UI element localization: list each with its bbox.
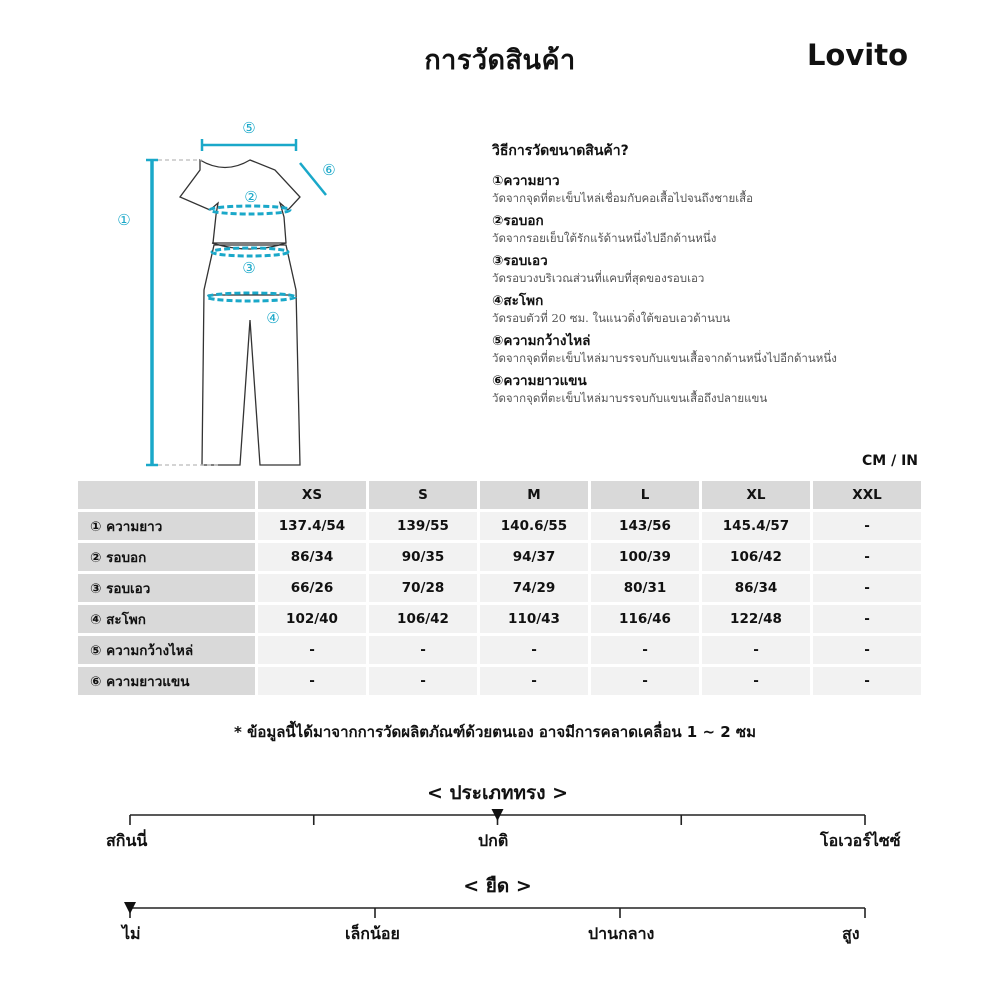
table-row — [78, 605, 921, 633]
guide-item-desc: วัดรอบตัวที่ 20 ซม. ในแนวดิ่งใต้ขอบเอวด้านบน — [492, 311, 731, 325]
size-header: M — [480, 481, 588, 509]
table-cell: 143/56 — [591, 512, 699, 540]
guide-item-desc: วัดจากจุดที่ตะเข็บไหล่มาบรรจบกับแขนเสื้อจากด้านหนึ่งไปอีกด้านหนึ่ง — [492, 351, 837, 365]
guide-item — [492, 292, 952, 326]
stretch-label-high: สูง — [842, 924, 860, 943]
table-cell: - — [702, 667, 810, 695]
marker-waist: ③ — [242, 259, 256, 277]
table-row — [78, 512, 921, 540]
table-cell: - — [702, 636, 810, 664]
table-cell: - — [480, 667, 588, 695]
table-cell: 140.6/55 — [480, 512, 588, 540]
row-label: ④ สะโพก — [78, 605, 255, 633]
brand-logo: Lovito — [806, 38, 908, 72]
table-cell: 106/42 — [369, 605, 477, 633]
table-cell: - — [369, 667, 477, 695]
guide-item-name: ③รอบเอว — [492, 253, 548, 269]
row-label: ⑤ ความกว้างไหล่ — [78, 636, 255, 664]
stretch-scale-title: < ยืด > — [463, 875, 532, 897]
hip-measure-line — [207, 293, 295, 301]
marker-shoulder: ⑤ — [242, 119, 256, 137]
table-cell: 80/31 — [591, 574, 699, 602]
guide-item-name: ①ความยาว — [492, 173, 560, 189]
marker-hip: ④ — [266, 309, 280, 327]
guide-item-desc: วัดจากจุดที่ตะเข็บไหล่มาบรรจบกับแขนเสื้อถึงปลายแขน — [492, 391, 768, 405]
marker-length: ① — [117, 211, 131, 229]
table-cell: 86/34 — [258, 543, 366, 571]
fit-label-regular: ปกติ — [478, 831, 509, 850]
measurement-note: * ข้อมูลนี้ได้มาจากการวัดผลิตภัณฑ์ด้วยตนเอง อาจมีการคลาดเคลื่อน 1 ~ 2 ซม — [234, 723, 756, 741]
table-cell: - — [591, 636, 699, 664]
table-header-row — [78, 481, 921, 509]
table-cell: - — [813, 574, 921, 602]
table-cell: - — [258, 636, 366, 664]
fit-label-oversize: โอเวอร์ไซซ์ — [820, 831, 901, 850]
row-label: ② รอบอก — [78, 543, 255, 571]
guide-item-name: ⑥ความยาวแขน — [492, 373, 587, 389]
guide-item — [492, 252, 952, 286]
table-cell: 86/34 — [702, 574, 810, 602]
guide-heading: วิธีการวัดขนาดสินค้า? — [492, 143, 629, 159]
guide-item — [492, 372, 952, 406]
table-cell: 100/39 — [591, 543, 699, 571]
table-cell: - — [813, 636, 921, 664]
table-row — [78, 636, 921, 664]
row-label: ⑥ ความยาวแขน — [78, 667, 255, 695]
table-cell: - — [813, 667, 921, 695]
table-cell: 90/35 — [369, 543, 477, 571]
stretch-scale-bar — [120, 901, 880, 925]
size-header: XXL — [813, 481, 921, 509]
fit-scale-title: < ประเภททรง > — [426, 782, 569, 804]
table-cell: - — [480, 636, 588, 664]
stretch-label-none: ไม่ — [122, 924, 141, 943]
size-table — [75, 478, 924, 698]
table-cell: 145.4/57 — [702, 512, 810, 540]
table-corner — [78, 481, 255, 509]
table-cell: 137.4/54 — [258, 512, 366, 540]
table-row — [78, 543, 921, 571]
size-header: XL — [702, 481, 810, 509]
guide-item — [492, 212, 952, 246]
guide-item-name: ⑤ความกว้างไหล่ — [492, 333, 591, 349]
guide-item-desc: วัดจากจุดที่ตะเข็บไหล่เชื่อมกับคอเสื้อไปจนถึงชายเสื้อ — [492, 191, 754, 205]
unit-label: CM / IN — [862, 453, 918, 469]
table-cell: - — [813, 512, 921, 540]
table-cell: 139/55 — [369, 512, 477, 540]
marker-sleeve: ⑥ — [322, 161, 336, 179]
stretch-label-medium: ปานกลาง — [588, 924, 655, 943]
table-cell: - — [369, 636, 477, 664]
fit-label-skinny: สกินนี่ — [106, 831, 148, 850]
shoulder-measure-line — [202, 139, 296, 151]
size-header: L — [591, 481, 699, 509]
table-cell: - — [813, 543, 921, 571]
measurement-guide — [492, 140, 952, 412]
table-cell: 70/28 — [369, 574, 477, 602]
guide-item-name: ②รอบอก — [492, 213, 544, 229]
guide-item-name: ④สะโพก — [492, 293, 544, 309]
stretch-label-slight: เล็กน้อย — [345, 924, 400, 943]
table-row — [78, 667, 921, 695]
table-cell: 102/40 — [258, 605, 366, 633]
garment-illustration — [110, 115, 350, 475]
guide-item-desc: วัดรอบวงบริเวณส่วนที่แคบที่สุดของรอบเอว — [492, 271, 705, 285]
table-cell: 116/46 — [591, 605, 699, 633]
table-cell: 74/29 — [480, 574, 588, 602]
marker-chest: ② — [244, 188, 258, 206]
table-cell: - — [591, 667, 699, 695]
row-label: ① ความยาว — [78, 512, 255, 540]
size-header: S — [369, 481, 477, 509]
row-label: ③ รอบเอว — [78, 574, 255, 602]
page-title: การวัดสินค้า — [424, 45, 576, 76]
table-cell: 110/43 — [480, 605, 588, 633]
table-cell: 94/37 — [480, 543, 588, 571]
table-cell: - — [258, 667, 366, 695]
table-cell: 106/42 — [702, 543, 810, 571]
length-measure-line — [146, 160, 220, 465]
table-row — [78, 574, 921, 602]
size-header: XS — [258, 481, 366, 509]
table-cell: 122/48 — [702, 605, 810, 633]
guide-item — [492, 172, 952, 206]
chest-measure-line — [210, 206, 290, 214]
table-cell: 66/26 — [258, 574, 366, 602]
guide-item-desc: วัดจากรอยเย็บใต้รักแร้ด้านหนึ่งไปอีกด้านหนึ่ง — [492, 231, 717, 245]
table-cell: - — [813, 605, 921, 633]
guide-item — [492, 332, 952, 366]
